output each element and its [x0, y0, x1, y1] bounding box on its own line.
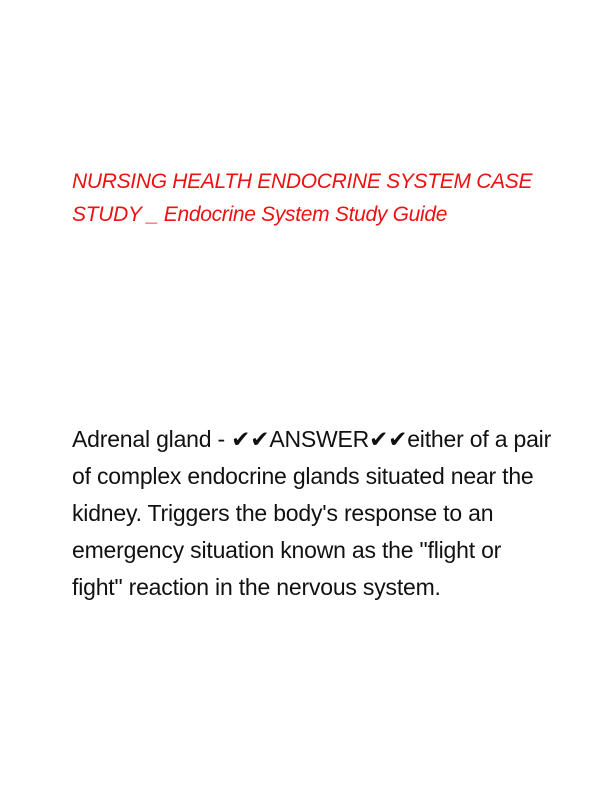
- document-title: NURSING HEALTH ENDOCRINE SYSTEM CASE STUDY _ Endocrine System Study Guide: [72, 170, 533, 226]
- study-guide-entry: Adrenal gland - ✔✔ANSWER✔✔either of a pair of complex endocrine glands situated near the kidney. Triggers the body's response to an emergency situation known as the "flight or fight" reaction in the nervous system.: [72, 426, 552, 600]
